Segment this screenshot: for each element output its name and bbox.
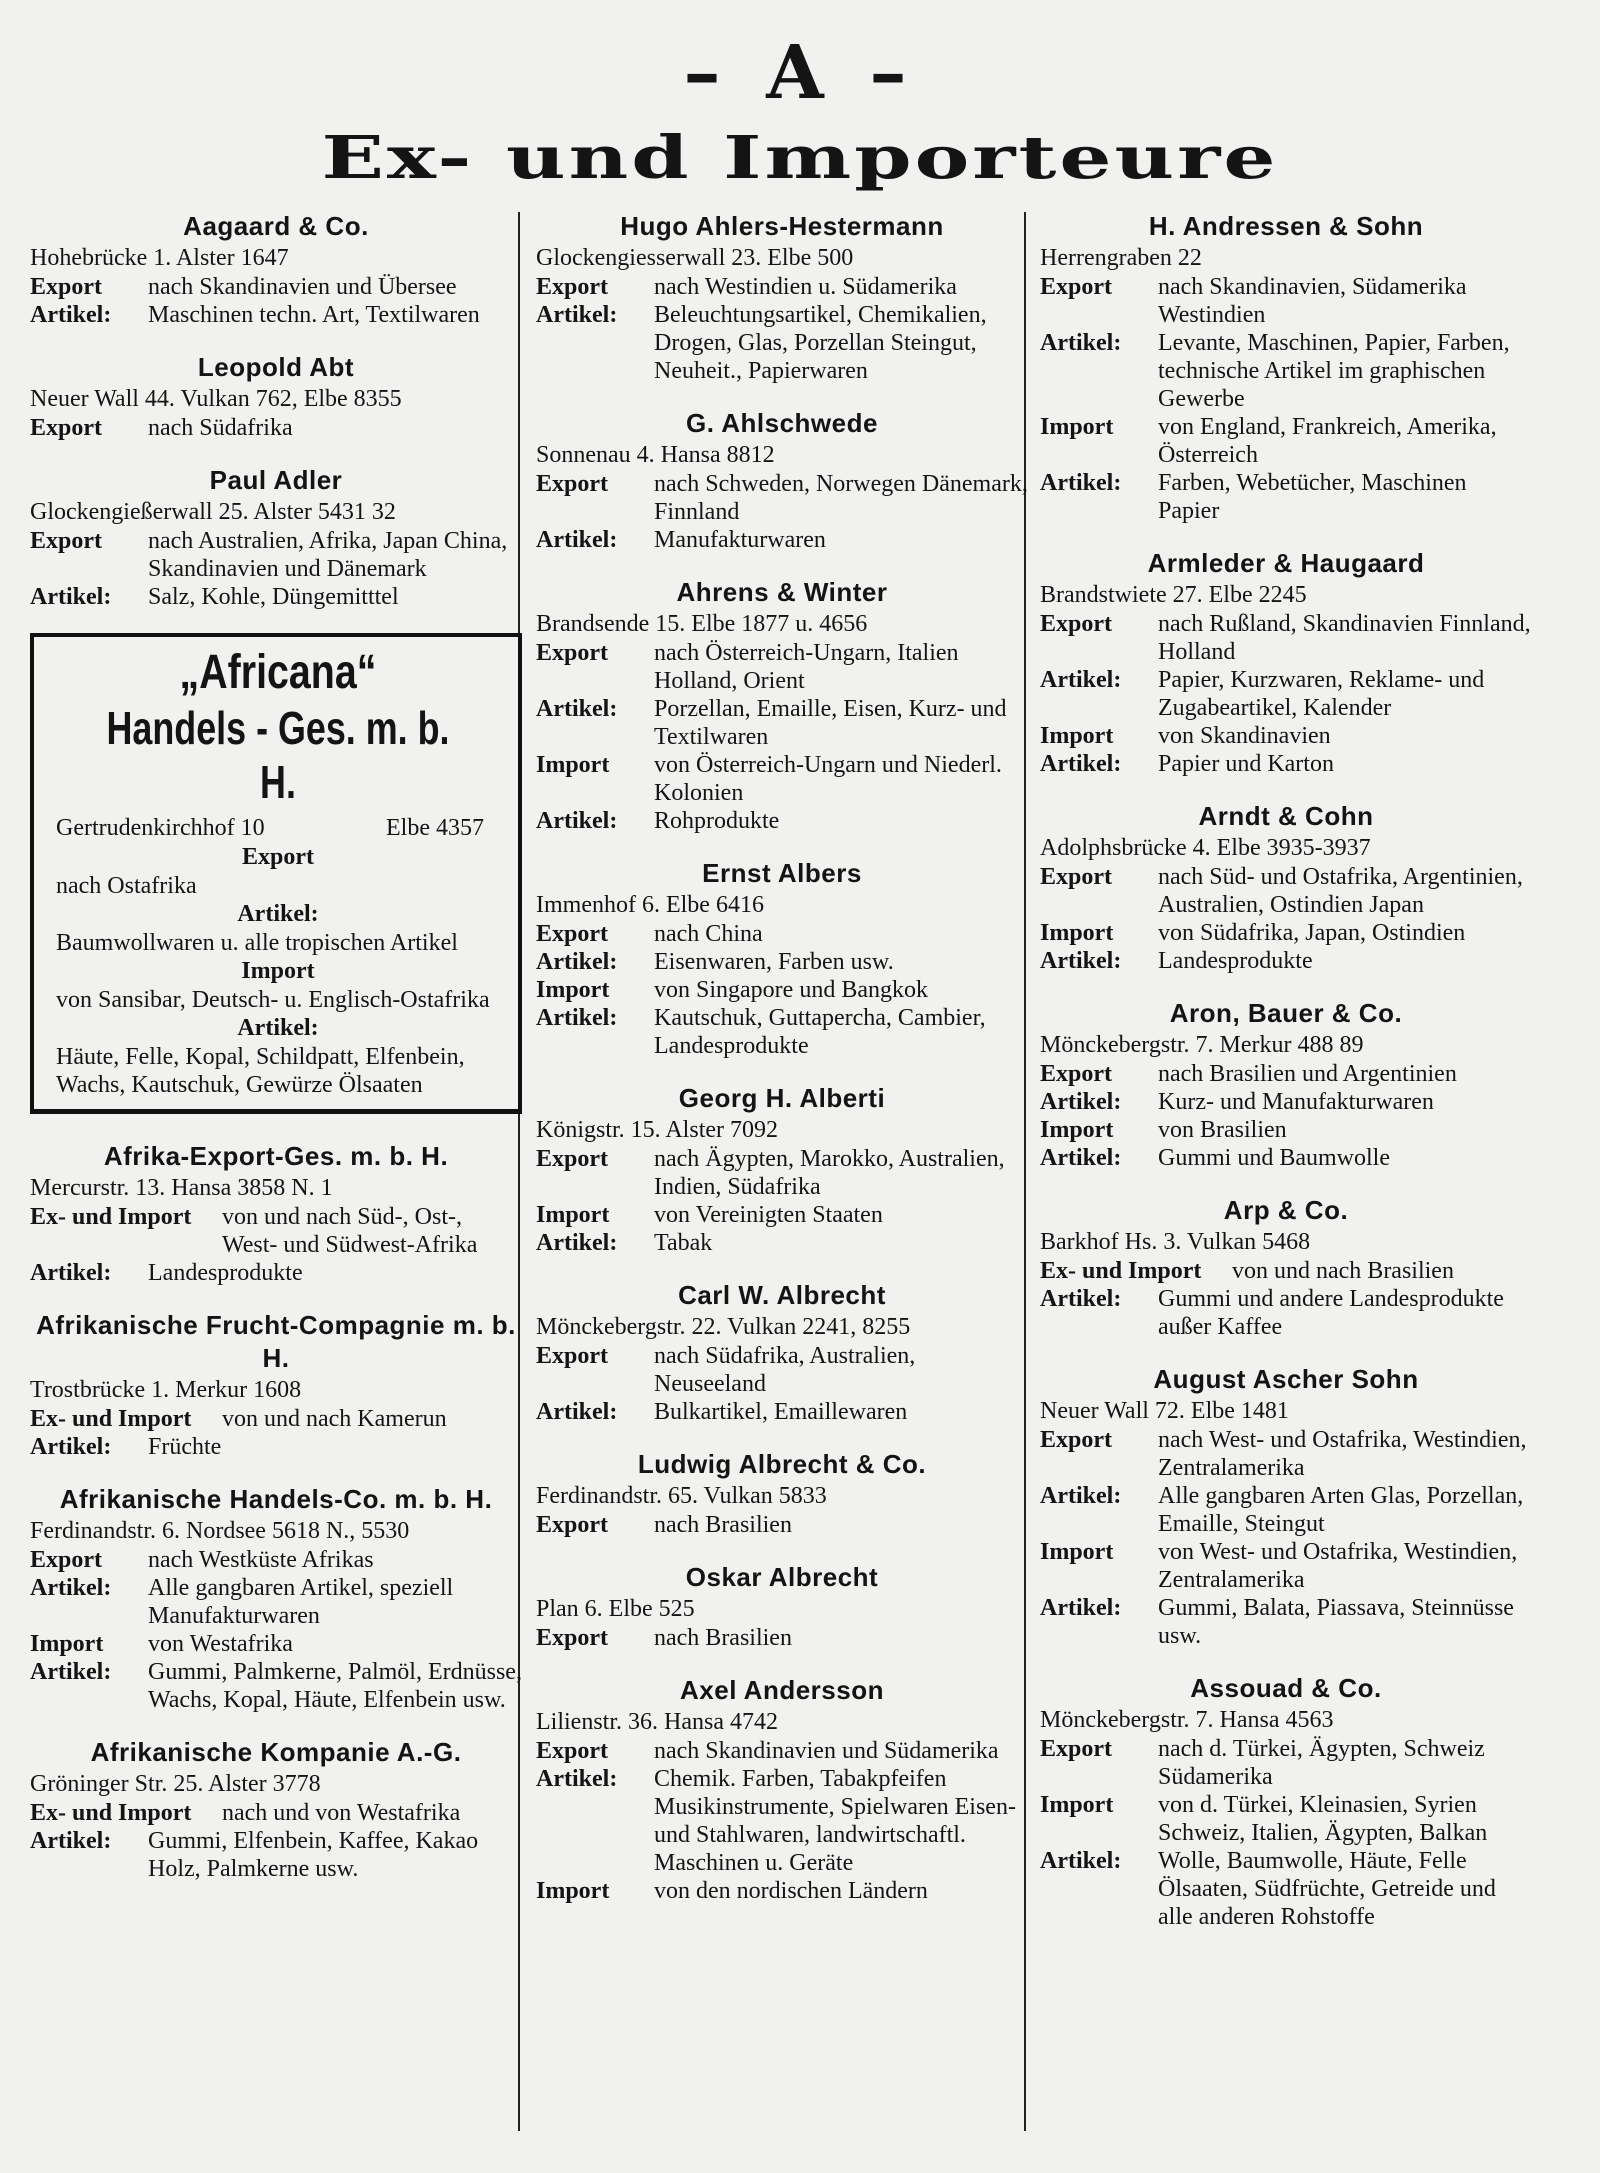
trade-label: Export (536, 1625, 608, 1651)
trade-value: nach Australien, Afrika, Japan China, Skandinavien und Dänemark (148, 528, 508, 582)
company-name: Carl W. Albrecht (678, 1280, 886, 1310)
trade-label: Export (1040, 864, 1112, 890)
trade-row (536, 526, 1028, 554)
company-name: August Ascher Sohn (1153, 1364, 1419, 1394)
trade-row (30, 1259, 522, 1287)
company-entry (1040, 210, 1532, 525)
trade-value: nach West- und Ostafrika, Westindien, Zentralamerika (1158, 1427, 1527, 1481)
trade-row (1040, 1060, 1532, 1088)
trade-value: von den nordischen Ländern (654, 1878, 928, 1904)
company-address: Trostbrücke 1. Merkur 1608 (30, 1377, 302, 1403)
trade-label: Import (30, 1631, 104, 1657)
trade-label: Export (536, 274, 608, 300)
trade-value: Papier und Karton (1158, 751, 1334, 777)
company-entry (536, 1448, 1028, 1539)
company-entry (1040, 800, 1532, 975)
trade-label: Export (536, 1738, 608, 1764)
trade-row (1040, 273, 1532, 329)
trade-value: von Österreich-Ungarn und Niederl. Kolonien (654, 752, 1002, 806)
column-3-entries (1040, 210, 1532, 1931)
trade-label: Import (1040, 723, 1114, 749)
trade-value: nach Süd- und Ostafrika, Argentinien, Australien, Ostindien Japan (1158, 864, 1523, 918)
trade-value: nach Brasilien (654, 1625, 792, 1651)
company-entry (1040, 1363, 1532, 1650)
trade-value: nach Westküste Afrikas (148, 1547, 374, 1573)
trade-row (1040, 666, 1532, 722)
trade-label: Import (1040, 1539, 1114, 1565)
company-entry (536, 1082, 1028, 1257)
ad-export-value: nach Ostafrika (56, 873, 197, 899)
company-name: Arp & Co. (1223, 1195, 1349, 1225)
trade-value: nach Brasilien (654, 1512, 792, 1538)
trade-row (536, 695, 1028, 751)
trade-row (1040, 919, 1532, 947)
trade-value: nach Österreich-Ungarn, Italien Holland, Orient (654, 640, 959, 694)
company-address: Mönckebergstr. 7. Merkur 488 89 (1040, 1032, 1364, 1058)
company-entry (30, 351, 522, 442)
trade-value: von Brasilien (1158, 1117, 1287, 1143)
trade-row (536, 1342, 1028, 1398)
trade-label: Import (536, 752, 610, 778)
trade-row (30, 527, 522, 583)
trade-row (1040, 1847, 1532, 1931)
trade-row (1040, 1482, 1532, 1538)
trade-row (30, 1658, 522, 1714)
company-name: Ahrens & Winter (676, 577, 888, 607)
trade-row (1040, 610, 1532, 666)
trade-value: Farben, Webetücher, Maschinen Papier (1158, 470, 1467, 524)
column-2-entries (536, 210, 1028, 1905)
trade-value: Eisenwaren, Farben usw. (654, 949, 894, 975)
trade-row (536, 807, 1028, 835)
company-address: Adolphsbrücke 4. Elbe 3935-3937 (1040, 835, 1371, 861)
trade-label: Artikel: (30, 1575, 112, 1601)
company-address: Brandsende 15. Elbe 1877 u. 4656 (536, 611, 868, 637)
company-name: H. Andressen & Sohn (1148, 211, 1424, 241)
trade-value: von Skandinavien (1158, 723, 1331, 749)
trade-value: von und nach Brasilien (1232, 1258, 1454, 1284)
trade-row (1040, 1285, 1532, 1341)
trade-label: Artikel: (30, 1659, 112, 1685)
ad-phone: Elbe 4357 (386, 815, 484, 841)
trade-row (536, 1511, 1028, 1539)
trade-row (1040, 722, 1532, 750)
trade-label: Artikel: (536, 527, 618, 553)
trade-label: Artikel: (1040, 948, 1122, 974)
trade-row (30, 1546, 522, 1574)
company-address: Hohebrücke 1. Alster 1647 (30, 245, 289, 271)
trade-row (536, 1624, 1028, 1652)
trade-value: Beleuchtungsartikel, Chemikalien, Drogen, Glas, Porzellan Steingut, Neuheit., Papierwaren (654, 302, 987, 384)
trade-row (1040, 1594, 1532, 1650)
trade-label: Export (1040, 1427, 1112, 1453)
trade-label: Artikel: (536, 696, 618, 722)
section-letter: – A – (683, 30, 917, 116)
company-entry (1040, 997, 1532, 1172)
trade-label: Artikel: (30, 1828, 112, 1854)
company-address: Mönckebergstr. 22. Vulkan 2241, 8255 (536, 1314, 911, 1340)
trade-value: Alle gangbaren Artikel, speziell Manufakturwaren (148, 1575, 454, 1629)
trade-label: Import (1040, 920, 1114, 946)
company-name: Ernst Albers (702, 858, 862, 888)
company-entry (30, 1309, 522, 1461)
company-name: Aron, Bauer & Co. (1169, 998, 1403, 1028)
company-entry (536, 1279, 1028, 1426)
trade-label: Import (536, 1878, 610, 1904)
trade-value: Gummi, Balata, Piassava, Steinnüsse usw. (1158, 1595, 1514, 1649)
company-name: Oskar Albrecht (685, 1562, 879, 1592)
trade-value: von und nach Kamerun (222, 1406, 447, 1432)
trade-value: Alle gangbaren Arten Glas, Porzellan, Emaille, Steingut (1158, 1483, 1524, 1537)
company-name: Afrikanische Handels-Co. m. b. H. (59, 1484, 493, 1514)
trade-label: Import (536, 1202, 610, 1228)
trade-value: von und nach Süd-, Ost-, West- und Südwest-Afrika (222, 1204, 478, 1258)
trade-value: nach Westindien u. Südamerika (654, 274, 957, 300)
company-entry (536, 210, 1028, 385)
company-name: Aagaard & Co. (183, 211, 369, 241)
trade-value: nach Skandinavien und Übersee (148, 274, 457, 300)
trade-label: Export (536, 1512, 608, 1538)
company-entry (30, 464, 522, 611)
trade-label: Export (1040, 1061, 1112, 1087)
ad-title-2: Handels - Ges. m. b. H. (106, 702, 450, 808)
trade-value: Bulkartikel, Emaillewaren (654, 1399, 908, 1425)
trade-label: Artikel: (536, 949, 618, 975)
ad-address: Gertrudenkirchhof 10 (56, 815, 265, 841)
trade-label: Artikel: (1040, 1483, 1122, 1509)
company-entry (536, 857, 1028, 1060)
company-name: G. Ahlschwede (686, 408, 878, 438)
trade-label: Artikel: (1040, 1595, 1122, 1621)
company-name: Leopold Abt (197, 352, 355, 382)
company-entry (536, 407, 1028, 554)
trade-row (1040, 750, 1532, 778)
trade-row (536, 751, 1028, 807)
trade-row (536, 1877, 1028, 1905)
trade-value: Salz, Kohle, Düngemitttel (148, 584, 399, 610)
company-address: Königstr. 15. Alster 7092 (536, 1117, 779, 1143)
trade-label: Artikel: (1040, 667, 1122, 693)
page-heading: Ex- und Importeure (321, 123, 1279, 193)
trade-value: Porzellan, Emaille, Eisen, Kurz- und Textilwaren (654, 696, 1007, 750)
trade-row (30, 273, 522, 301)
trade-row (536, 1398, 1028, 1426)
ad-import-label: Import (241, 958, 315, 984)
trade-value: Gummi und andere Landesprodukte außer Kaffee (1158, 1286, 1504, 1340)
trade-label: Export (1040, 1736, 1112, 1762)
trade-label: Ex- und Import (30, 1204, 192, 1230)
trade-row (1040, 1088, 1532, 1116)
company-address: Brandstwiete 27. Elbe 2245 (1040, 582, 1307, 608)
trade-row (30, 1405, 522, 1433)
column-1 (30, 210, 522, 1905)
trade-value: nach Südafrika, Australien, Neuseeland (654, 1343, 916, 1397)
trade-label: Ex- und Import (30, 1406, 192, 1432)
trade-row (30, 1799, 522, 1827)
company-address: Neuer Wall 44. Vulkan 762, Elbe 8355 (30, 386, 402, 412)
trade-label: Export (30, 528, 102, 554)
trade-row (30, 301, 522, 329)
trade-value: Rohprodukte (654, 808, 780, 834)
trade-row (536, 948, 1028, 976)
ad-artikel-label: Artikel: (237, 1015, 319, 1041)
company-address: Neuer Wall 72. Elbe 1481 (1040, 1398, 1289, 1424)
trade-value: Tabak (654, 1230, 713, 1256)
trade-label: Export (1040, 274, 1112, 300)
trade-row (536, 639, 1028, 695)
trade-row (536, 1737, 1028, 1765)
company-address: Immenhof 6. Elbe 6416 (536, 892, 764, 918)
trade-value: nach d. Türkei, Ägypten, Schweiz Südamerika (1158, 1736, 1485, 1790)
trade-row (1040, 329, 1532, 413)
trade-row (1040, 469, 1532, 525)
trade-value: nach Rußland, Skandinavien Finnland, Holland (1158, 611, 1531, 665)
ad-artikel-label: Artikel: (237, 901, 319, 927)
company-name: Afrikanische Kompanie A.-G. (90, 1737, 462, 1767)
trade-row (1040, 1116, 1532, 1144)
trade-value: nach Ägypten, Marokko, Australien, Indien, Südafrika (654, 1146, 1005, 1200)
trade-row (1040, 1257, 1532, 1285)
company-address: Ferdinandstr. 65. Vulkan 5833 (536, 1483, 827, 1509)
company-address: Mercurstr. 13. Hansa 3858 N. 1 (30, 1175, 333, 1201)
company-name: Assouad & Co. (1190, 1673, 1382, 1703)
company-entry (536, 1674, 1028, 1905)
trade-label: Artikel: (536, 1766, 618, 1792)
trade-row (1040, 1426, 1532, 1482)
column-1-entries (30, 210, 522, 611)
trade-label: Artikel: (30, 584, 112, 610)
company-name: Hugo Ahlers-Hestermann (620, 211, 944, 241)
trade-row (536, 1004, 1028, 1060)
trade-value: von England, Frankreich, Amerika, Österreich (1158, 414, 1497, 468)
trade-label: Artikel: (30, 1260, 112, 1286)
trade-label: Artikel: (536, 1399, 618, 1425)
company-name: Paul Adler (209, 465, 343, 495)
trade-row (536, 273, 1028, 301)
column-1-entries-continued (30, 1140, 522, 1883)
trade-label: Artikel: (1040, 751, 1122, 777)
company-address: Lilienstr. 36. Hansa 4742 (536, 1709, 778, 1735)
trade-label: Artikel: (30, 302, 112, 328)
trade-row (536, 1145, 1028, 1201)
trade-label: Export (536, 640, 608, 666)
trade-label: Artikel: (1040, 1089, 1122, 1115)
trade-value: Wolle, Baumwolle, Häute, Felle Ölsaaten, Südfrüchte, Getreide und alle anderen Rohstoffe (1158, 1848, 1496, 1930)
trade-value: nach Brasilien und Argentinien (1158, 1061, 1457, 1087)
trade-value: Gummi, Elfenbein, Kaffee, Kakao Holz, Palmkerne usw. (148, 1828, 479, 1882)
trade-label: Import (1040, 1792, 1114, 1818)
company-name: Afrika-Export-Ges. m. b. H. (103, 1141, 449, 1171)
trade-row (1040, 863, 1532, 919)
trade-value: Kautschuk, Guttapercha, Cambier, Landesprodukte (654, 1005, 986, 1059)
company-name: Ludwig Albrecht & Co. (637, 1449, 927, 1479)
trade-label: Import (1040, 1117, 1114, 1143)
company-entry (536, 1561, 1028, 1652)
ad-address-row (56, 813, 500, 843)
company-name: Axel Andersson (680, 1675, 884, 1705)
trade-value: Kurz- und Manufakturwaren (1158, 1089, 1434, 1115)
trade-value: Levante, Maschinen, Papier, Farben, technische Artikel im graphischen Gewerbe (1158, 330, 1510, 412)
trade-label: Artikel: (1040, 330, 1122, 356)
ad-title-1: „Africana“ (179, 646, 377, 699)
company-entry (1040, 1194, 1532, 1341)
company-entry (30, 1483, 522, 1714)
trade-label: Export (536, 921, 608, 947)
trade-row (30, 583, 522, 611)
trade-row (30, 1574, 522, 1630)
trade-label: Artikel: (1040, 1286, 1122, 1312)
trade-row (1040, 1735, 1532, 1791)
trade-value: Maschinen techn. Art, Textilwaren (148, 302, 480, 328)
trade-value: von West- und Ostafrika, Westindien, Zentralamerika (1158, 1539, 1518, 1593)
trade-row (536, 1201, 1028, 1229)
trade-label: Import (536, 977, 610, 1003)
trade-row (30, 1630, 522, 1658)
trade-label: Artikel: (1040, 1145, 1122, 1171)
company-address: Barkhof Hs. 3. Vulkan 5468 (1040, 1229, 1311, 1255)
trade-label: Export (30, 274, 102, 300)
trade-value: Gummi, Palmkerne, Palmöl, Erdnüsse, Wachs, Kopal, Häute, Elfenbein usw. (148, 1659, 522, 1713)
trade-label: Export (536, 1146, 608, 1172)
trade-value: Landesprodukte (148, 1260, 303, 1286)
trade-row (536, 1229, 1028, 1257)
trade-label: Artikel: (536, 808, 618, 834)
trade-value: Gummi und Baumwolle (1158, 1145, 1390, 1171)
trade-row (1040, 1538, 1532, 1594)
trade-label: Artikel: (1040, 1848, 1122, 1874)
company-name: Armleder & Haugaard (1147, 548, 1425, 578)
trade-row (30, 414, 522, 442)
trade-label: Artikel: (30, 1434, 112, 1460)
trade-value: von Vereinigten Staaten (654, 1202, 883, 1228)
trade-label: Artikel: (536, 1005, 618, 1031)
trade-value: Chemik. Farben, Tabakpfeifen Musikinstrumente, Spielwaren Eisen- und Stahlwaren, landwirtschaftl. Maschinen u. Geräte (654, 1766, 1016, 1876)
company-address: Glockengießerwall 25. Alster 5431 32 (30, 499, 396, 525)
trade-row (536, 470, 1028, 526)
company-entry (1040, 1672, 1532, 1931)
trade-label: Import (1040, 414, 1114, 440)
trade-value: nach Skandinavien und Südamerika (654, 1738, 999, 1764)
trade-label: Ex- und Import (30, 1800, 192, 1826)
trade-value: Früchte (148, 1434, 222, 1460)
trade-value: nach China (654, 921, 763, 947)
company-address: Plan 6. Elbe 525 (536, 1596, 695, 1622)
ad-artikel-value: Häute, Felle, Kopal, Schildpatt, Elfenbein, Wachs, Kautschuk, Gewürze Ölsaaten (56, 1044, 465, 1098)
trade-row (536, 976, 1028, 1004)
ad-import-value: von Sansibar, Deutsch- u. Englisch-Ostafrika (56, 987, 490, 1013)
trade-label: Export (30, 1547, 102, 1573)
company-address: Glockengiesserwall 23. Elbe 500 (536, 245, 854, 271)
africana-advertisement-box (30, 633, 522, 1114)
trade-value: von Südafrika, Japan, Ostindien (1158, 920, 1466, 946)
trade-value: nach und von Westafrika (222, 1800, 461, 1826)
trade-row (30, 1203, 522, 1259)
trade-label: Export (536, 1343, 608, 1369)
trade-value: von d. Türkei, Kleinasien, Syrien Schweiz, Italien, Ägypten, Balkan (1158, 1792, 1488, 1846)
trade-value: von Westafrika (148, 1631, 293, 1657)
trade-label: Ex- und Import (1040, 1258, 1202, 1284)
column-2 (536, 210, 1028, 1927)
company-name: Georg H. Alberti (678, 1083, 886, 1113)
trade-value: von Singapore und Bangkok (654, 977, 928, 1003)
trade-label: Artikel: (536, 1230, 618, 1256)
company-name: Afrikanische Frucht-Compagnie m. b. H. (36, 1310, 516, 1373)
trade-row (30, 1827, 522, 1883)
trade-label: Artikel: (1040, 470, 1122, 496)
trade-value: Manufakturwaren (654, 527, 826, 553)
company-entry (30, 210, 522, 329)
trade-row (1040, 947, 1532, 975)
ad-export-label: Export (242, 844, 314, 870)
company-address: Herrengraben 22 (1040, 245, 1202, 271)
trade-value: nach Schweden, Norwegen Dänemark, Finnland (654, 471, 1028, 525)
trade-label: Export (30, 415, 102, 441)
trade-value: nach Skandinavien, Südamerika Westindien (1158, 274, 1467, 328)
trade-row (1040, 413, 1532, 469)
column-3 (1040, 210, 1532, 1953)
company-entry (1040, 547, 1532, 778)
trade-label: Export (536, 471, 608, 497)
company-address: Ferdinandstr. 6. Nordsee 5618 N., 5530 (30, 1518, 410, 1544)
trade-row (30, 1433, 522, 1461)
trade-row (536, 1765, 1028, 1877)
trade-row (1040, 1144, 1532, 1172)
company-address: Mönckebergstr. 7. Hansa 4563 (1040, 1707, 1334, 1733)
trade-row (536, 920, 1028, 948)
company-name: Arndt & Cohn (1198, 801, 1374, 831)
trade-value: nach Südafrika (148, 415, 293, 441)
company-entry (30, 1736, 522, 1883)
trade-value: Papier, Kurzwaren, Reklame- und Zugabeartikel, Kalender (1158, 667, 1485, 721)
ad-artikel-value: Baumwollwaren u. alle tropischen Artikel (56, 930, 458, 956)
trade-value: Landesprodukte (1158, 948, 1313, 974)
trade-label: Artikel: (536, 302, 618, 328)
trade-row (1040, 1791, 1532, 1847)
trade-row (536, 301, 1028, 385)
trade-label: Export (1040, 611, 1112, 637)
company-entry (30, 1140, 522, 1287)
company-address: Sonnenau 4. Hansa 8812 (536, 442, 775, 468)
company-address: Gröninger Str. 25. Alster 3778 (30, 1771, 321, 1797)
company-entry (536, 576, 1028, 835)
